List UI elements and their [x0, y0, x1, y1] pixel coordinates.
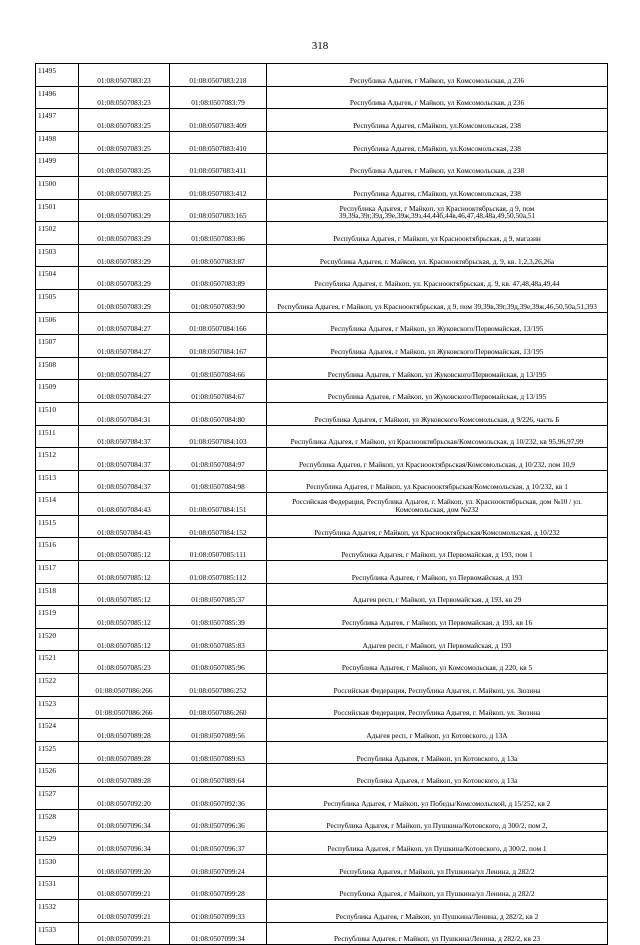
table-row — [36, 515, 608, 538]
row-number-cell: 11531 — [36, 877, 79, 900]
cadastral-quarter-cell: 01:08:0507084:43 — [79, 515, 170, 538]
cadastral-number-cell: 01:08:0507083:412 — [170, 176, 267, 199]
address-cell: Российская Федерация, Республика Адыгея, г. Майкоп, ул. Зюзина — [267, 696, 608, 719]
table-row — [36, 538, 608, 561]
cadastral-quarter-cell: 01:08:0507084:27 — [79, 380, 170, 403]
address-cell: Республика Адыгея, г. Майкоп, ул. Краснооктябрьская, д. 9, кв. 1,2,3,26,26а — [267, 244, 608, 267]
address-cell: Республика Адыгея, г Майкоп, ул Пушкина/Котовского, д 300/2, пом 2, — [267, 809, 608, 832]
table-row — [36, 719, 608, 742]
table-row — [36, 741, 608, 764]
table-row — [36, 176, 608, 199]
cadastral-number-cell: 01:08:0507099:24 — [170, 854, 267, 877]
address-cell: Республика Адыгея, г Майкоп, ул Пушкина/ул Ленина, д 282/2 — [267, 877, 608, 900]
row-number-cell: 11514 — [36, 493, 79, 516]
cadastral-quarter-cell: 01:08:0507083:29 — [79, 289, 170, 312]
row-number-cell: 11499 — [36, 154, 79, 177]
cadastral-number-cell: 01:08:0507083:409 — [170, 109, 267, 132]
cadastral-quarter-cell: 01:08:0507084:37 — [79, 470, 170, 493]
address-cell: Республика Адыгея, г Майкоп, ул Пушкина/Ленина, д 282/2, кв 23 — [267, 922, 608, 945]
address-cell: Республика Адыгея, г Майкоп, ул Котовского, д 13а — [267, 741, 608, 764]
cadastral-quarter-cell: 01:08:0507084:27 — [79, 312, 170, 335]
row-number-cell: 11511 — [36, 425, 79, 448]
row-number-cell: 11496 — [36, 86, 79, 109]
cadastral-number-cell: 01:08:0507099:33 — [170, 899, 267, 922]
cadastral-number-cell: 01:08:0507083:165 — [170, 199, 267, 222]
table-row — [36, 651, 608, 674]
address-cell: Республика Адыгея, г Майкоп, ул Жуковского/Первомайская, 13/195 — [267, 335, 608, 358]
cadastral-quarter-cell: 01:08:0507085:12 — [79, 538, 170, 561]
row-number-cell: 11500 — [36, 176, 79, 199]
row-number-cell: 11525 — [36, 741, 79, 764]
cadastral-quarter-cell: 01:08:0507084:43 — [79, 493, 170, 516]
row-number-cell: 11518 — [36, 583, 79, 606]
cadastral-quarter-cell: 01:08:0507089:28 — [79, 741, 170, 764]
table-row — [36, 267, 608, 290]
table-row — [36, 312, 608, 335]
cadastral-quarter-cell: 01:08:0507083:25 — [79, 154, 170, 177]
row-number-cell: 11497 — [36, 109, 79, 132]
table-row — [36, 86, 608, 109]
cadastral-number-cell: 01:08:0507096:37 — [170, 832, 267, 855]
address-cell: Российская Федерация, Республика Адыгея, г. Майкоп, ул. Зюзина — [267, 674, 608, 697]
row-number-cell: 11504 — [36, 267, 79, 290]
address-cell: Республика Адыгея, г Майкоп, ул Жуковского/Первомайская, д 13/195 — [267, 380, 608, 403]
address-cell: Республика Адыгея, г Майкоп, ул Комсомольская, д 220, кв 5 — [267, 651, 608, 674]
row-number-cell: 11527 — [36, 787, 79, 810]
table-row — [36, 64, 608, 87]
cadastral-number-cell: 01:08:0507086:252 — [170, 674, 267, 697]
cadastral-number-cell: 01:08:0507083:87 — [170, 244, 267, 267]
address-cell: Республика Адыгея, г Майкоп, ул Краснооктябрьская/Комсомольская, д 10/232, кв 1 — [267, 470, 608, 493]
cadastral-quarter-cell: 01:08:0507084:31 — [79, 402, 170, 425]
cadastral-number-cell: 01:08:0507096:36 — [170, 809, 267, 832]
address-cell: Республика Адыгея, г Майкоп, ул Краснооктябрьская/Комсомольская, д 10/232 — [267, 515, 608, 538]
cadastral-quarter-cell: 01:08:0507089:28 — [79, 764, 170, 787]
row-number-cell: 11501 — [36, 199, 79, 222]
cadastral-number-cell: 01:08:0507083:89 — [170, 267, 267, 290]
address-cell: Республика Адыгея, г Майкоп, ул Краснооктябрьская, д 9, магазин — [267, 222, 608, 245]
cadastral-quarter-cell: 01:08:0507085:12 — [79, 561, 170, 584]
cadastral-quarter-cell: 01:08:0507085:12 — [79, 628, 170, 651]
table-row — [36, 425, 608, 448]
address-cell: Адыгея респ, г Майкоп, ул Первомайская, д 193, кв 29 — [267, 583, 608, 606]
address-cell: Республика Адыгея, г. Майкоп, ул. Краснооктябрьская, д. 9, кв. 47,48,48а,49,44 — [267, 267, 608, 290]
address-cell: Республика Адыгея, г Майкоп, ул Краснооктябрьская/Комсомольская, д 10/232, пом 10,9 — [267, 448, 608, 471]
cadastral-number-cell: 01:08:0507085:83 — [170, 628, 267, 651]
row-number-cell: 11530 — [36, 854, 79, 877]
row-number-cell: 11520 — [36, 628, 79, 651]
table-row — [36, 832, 608, 855]
table-row — [36, 561, 608, 584]
page-number: 318 — [311, 40, 329, 52]
row-number-cell: 11519 — [36, 606, 79, 629]
cadastral-number-cell: 01:08:0507084:97 — [170, 448, 267, 471]
cadastral-quarter-cell: 01:08:0507083:25 — [79, 131, 170, 154]
cadastral-number-cell: 01:08:0507089:56 — [170, 719, 267, 742]
table-row — [36, 628, 608, 651]
row-number-cell: 11532 — [36, 899, 79, 922]
cadastral-quarter-cell: 01:08:0507083:23 — [79, 86, 170, 109]
address-cell: Республика Адыгея, г Майкоп, ул Краснооктябрьская, д 9, пом 39,39в,39г,39д,39е,39ж,46,50,50а,51,393 — [267, 289, 608, 312]
address-cell: Республика Адыгея, г Майкоп, ул Пушкина/ул Ленина, д 282/2 — [267, 854, 608, 877]
address-cell: Республика Адыгея, г Майкоп, ул Комсомольская, д 236 — [267, 64, 608, 87]
cadastral-number-cell: 01:08:0507083:79 — [170, 86, 267, 109]
address-cell: Республика Адыгея, г.Майкоп, ул.Комсомольская, 238 — [267, 131, 608, 154]
cadastral-quarter-cell: 01:08:0507099:21 — [79, 922, 170, 945]
table-row — [36, 764, 608, 787]
table-row — [36, 470, 608, 493]
row-number-cell: 11533 — [36, 922, 79, 945]
row-number-cell: 11523 — [36, 696, 79, 719]
table-row — [36, 877, 608, 900]
cadastral-quarter-cell: 01:08:0507099:20 — [79, 854, 170, 877]
table-row — [36, 922, 608, 945]
cadastral-quarter-cell: 01:08:0507084:27 — [79, 357, 170, 380]
row-number-cell: 11508 — [36, 357, 79, 380]
cadastral-quarter-cell: 01:08:0507084:37 — [79, 425, 170, 448]
table-row — [36, 674, 608, 697]
cadastral-number-cell: 01:08:0507084:98 — [170, 470, 267, 493]
row-number-cell: 11521 — [36, 651, 79, 674]
table-row — [36, 199, 608, 222]
address-cell: Республика Адыгея, г Майкоп, ул Первомайская, д 193 — [267, 561, 608, 584]
address-cell: Республика Адыгея, г Майкоп, ул Первомайская, д 193, кв 16 — [267, 606, 608, 629]
address-cell: Республика Адыгея, г Майкоп, ул Победы/Комсомольской, д 15/252, кв 2 — [267, 787, 608, 810]
address-cell: Адыгея респ, г Майкоп, ул Котовского, д 13А — [267, 719, 608, 742]
cadastral-quarter-cell: 01:08:0507085:23 — [79, 651, 170, 674]
cadastral-number-cell: 01:08:0507084:152 — [170, 515, 267, 538]
cadastral-number-cell: 01:08:0507089:64 — [170, 764, 267, 787]
cadastral-quarter-cell: 01:08:0507084:37 — [79, 448, 170, 471]
row-number-cell: 11515 — [36, 515, 79, 538]
row-number-cell: 11505 — [36, 289, 79, 312]
row-number-cell: 11495 — [36, 64, 79, 87]
cadastral-number-cell: 01:08:0507083:90 — [170, 289, 267, 312]
address-cell: Республика Адыгея, г Майкоп, ул Жуковского/Первомайская, д 13/195 — [267, 357, 608, 380]
row-number-cell: 11509 — [36, 380, 79, 403]
cadastral-number-cell: 01:08:0507099:28 — [170, 877, 267, 900]
row-number-cell: 11498 — [36, 131, 79, 154]
cadastral-quarter-cell: 01:08:0507089:28 — [79, 719, 170, 742]
table-row — [36, 289, 608, 312]
table-row — [36, 448, 608, 471]
cadastral-number-cell: 01:08:0507084:167 — [170, 335, 267, 358]
address-cell: Республика Адыгея, г Майкоп, ул Краснооктябрьская, д 9, пом 39,39а,39г,39д,39е,39ж,39з,44,44б,44в,46,47,48,48а,49,50,50а,51 — [267, 199, 608, 222]
cadastral-quarter-cell: 01:08:0507083:25 — [79, 176, 170, 199]
cadastral-quarter-cell: 01:08:0507085:12 — [79, 606, 170, 629]
address-cell: Республика Адыгея, г Майкоп, ул Пушкина/Котовского, д 300/2, пом 1 — [267, 832, 608, 855]
address-cell: Республика Адыгея, г Майкоп, ул Краснооктябрьская/Комсомольская, д 10/232, кв 95,96,97,99 — [267, 425, 608, 448]
cadastral-number-cell: 01:08:0507085:96 — [170, 651, 267, 674]
address-cell: Республика Адыгея, г Майкоп, ул Котовского, д 13а — [267, 764, 608, 787]
table-row — [36, 787, 608, 810]
cadastral-number-cell: 01:08:0507083:410 — [170, 131, 267, 154]
table-row — [36, 606, 608, 629]
address-cell: Республика Адыгея, г.Майкоп, ул.Комсомольская, 238 — [267, 109, 608, 132]
table-row — [36, 380, 608, 403]
row-number-cell: 11512 — [36, 448, 79, 471]
cadastral-number-cell: 01:08:0507084:66 — [170, 357, 267, 380]
table-row — [36, 109, 608, 132]
table-row — [36, 696, 608, 719]
row-number-cell: 11524 — [36, 719, 79, 742]
table-row — [36, 222, 608, 245]
row-number-cell: 11506 — [36, 312, 79, 335]
cadastral-quarter-cell: 01:08:0507083:23 — [79, 64, 170, 87]
address-cell: Республика Адыгея, г.Майкоп, ул.Комсомольская, 238 — [267, 176, 608, 199]
cadastral-number-cell: 01:08:0507083:218 — [170, 64, 267, 87]
cadastral-quarter-cell: 01:08:0507083:29 — [79, 267, 170, 290]
cadastral-quarter-cell: 01:08:0507083:29 — [79, 244, 170, 267]
row-number-cell: 11513 — [36, 470, 79, 493]
cadastral-number-cell: 01:08:0507085:111 — [170, 538, 267, 561]
table-row — [36, 493, 608, 516]
cadastral-number-cell: 01:08:0507085:39 — [170, 606, 267, 629]
property-registry-table — [35, 63, 608, 945]
cadastral-quarter-cell: 01:08:0507086:266 — [79, 696, 170, 719]
cadastral-quarter-cell: 01:08:0507099:21 — [79, 877, 170, 900]
address-cell: Республика Адыгея, г Майкоп, ул Жуковского/Первомайская, 13/195 — [267, 312, 608, 335]
cadastral-number-cell: 01:08:0507083:411 — [170, 154, 267, 177]
cadastral-quarter-cell: 01:08:0507092:20 — [79, 787, 170, 810]
cadastral-number-cell: 01:08:0507089:63 — [170, 741, 267, 764]
row-number-cell: 11522 — [36, 674, 79, 697]
cadastral-quarter-cell: 01:08:0507086:266 — [79, 674, 170, 697]
cadastral-quarter-cell: 01:08:0507083:29 — [79, 199, 170, 222]
cadastral-number-cell: 01:08:0507085:37 — [170, 583, 267, 606]
address-cell: Адыгея респ, г Майкоп, ул Первомайская, д 193 — [267, 628, 608, 651]
cadastral-number-cell: 01:08:0507083:86 — [170, 222, 267, 245]
row-number-cell: 11503 — [36, 244, 79, 267]
cadastral-quarter-cell: 01:08:0507099:21 — [79, 899, 170, 922]
address-cell: Республика Адыгея, г Майкоп, ул Комсомольская, д 236 — [267, 86, 608, 109]
address-cell: Республика Адыгея, г Майкоп, ул Комсомольская, д 238 — [267, 154, 608, 177]
table-row — [36, 131, 608, 154]
cadastral-number-cell: 01:08:0507084:67 — [170, 380, 267, 403]
table-row — [36, 854, 608, 877]
table-row — [36, 583, 608, 606]
cadastral-quarter-cell: 01:08:0507085:12 — [79, 583, 170, 606]
cadastral-quarter-cell: 01:08:0507083:25 — [79, 109, 170, 132]
row-number-cell: 11529 — [36, 832, 79, 855]
registry-table-body — [36, 64, 608, 945]
cadastral-quarter-cell: 01:08:0507084:27 — [79, 335, 170, 358]
address-cell: Российская Федерация, Республика Адыгея, г. Майкоп, ул. Краснооктябрьская, дом №10 / ул. Комсомольская, дом №232 — [267, 493, 608, 516]
cadastral-number-cell: 01:08:0507084:103 — [170, 425, 267, 448]
table-row — [36, 357, 608, 380]
table-row — [36, 899, 608, 922]
address-cell: Республика Адыгея, г Майкоп, ул Жуковского/Комсомольская, д 9/226, часть Б — [267, 402, 608, 425]
row-number-cell: 11526 — [36, 764, 79, 787]
row-number-cell: 11528 — [36, 809, 79, 832]
cadastral-quarter-cell: 01:08:0507096:34 — [79, 809, 170, 832]
row-number-cell: 11507 — [36, 335, 79, 358]
cadastral-number-cell: 01:08:0507084:151 — [170, 493, 267, 516]
address-cell: Республика Адыгея, г Майкоп, ул Пушкина/Ленина, д 282/2, кв 2 — [267, 899, 608, 922]
cadastral-number-cell: 01:08:0507086:260 — [170, 696, 267, 719]
table-row — [36, 244, 608, 267]
cadastral-number-cell: 01:08:0507085:112 — [170, 561, 267, 584]
table-row — [36, 335, 608, 358]
cadastral-quarter-cell: 01:08:0507083:29 — [79, 222, 170, 245]
row-number-cell: 11516 — [36, 538, 79, 561]
cadastral-number-cell: 01:08:0507084:166 — [170, 312, 267, 335]
cadastral-quarter-cell: 01:08:0507096:34 — [79, 832, 170, 855]
row-number-cell: 11510 — [36, 402, 79, 425]
row-number-cell: 11502 — [36, 222, 79, 245]
cadastral-number-cell: 01:08:0507092:36 — [170, 787, 267, 810]
table-row — [36, 809, 608, 832]
address-cell: Республика Адыгея, г Майкоп, ул Первомайская, д 193, пом 1 — [267, 538, 608, 561]
cadastral-number-cell: 01:08:0507099:34 — [170, 922, 267, 945]
table-row — [36, 154, 608, 177]
table-row — [36, 402, 608, 425]
row-number-cell: 11517 — [36, 561, 79, 584]
cadastral-number-cell: 01:08:0507084:80 — [170, 402, 267, 425]
